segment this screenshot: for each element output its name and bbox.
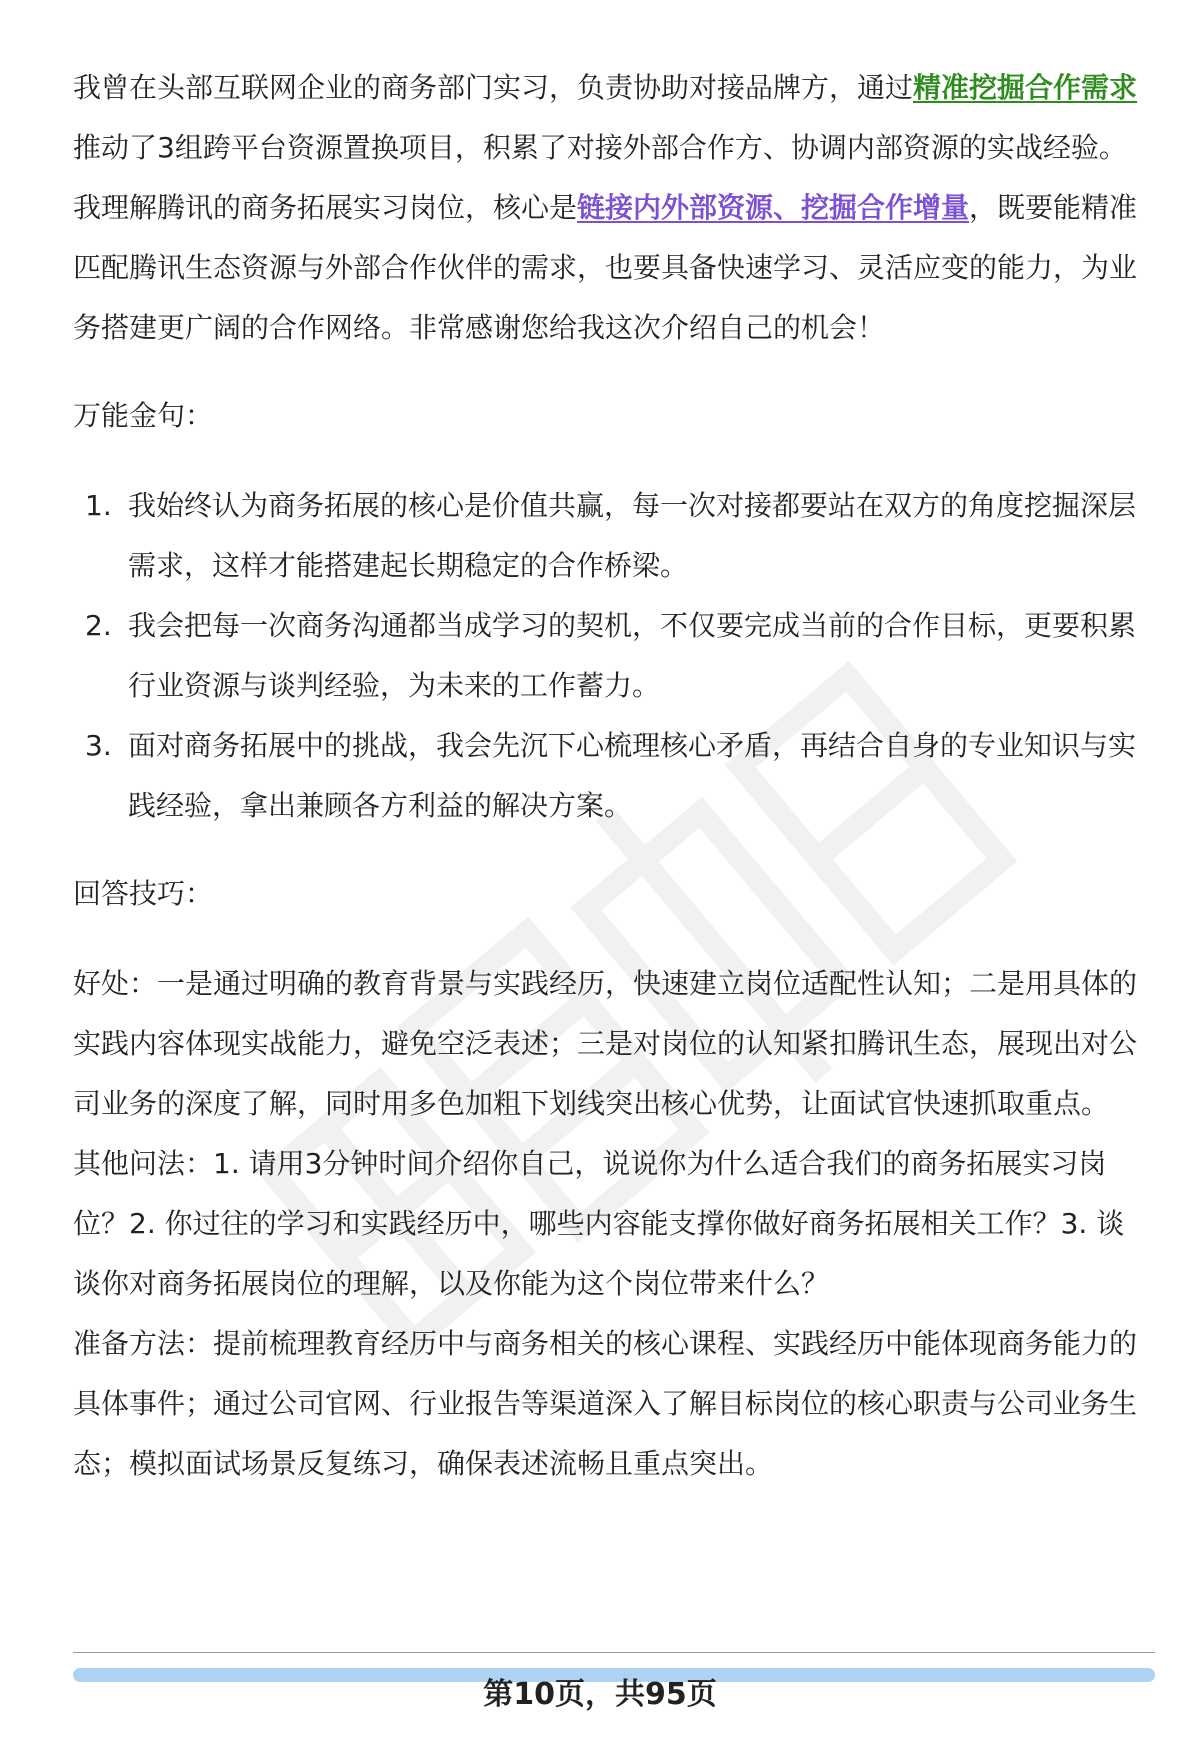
benefit-paragraph: 好处：一是通过明确的教育背景与实践经历，快速建立岗位适配性认知；二是用具体的实践内容体现实战能力，避免空泛表述；三是对岗位的认知紧扣腾讯生态，展现出对公司业务的深度了解，同时用多色加粗下划线突出核心优势，让面试官快速抓取重点。 <box>73 967 1138 1120</box>
list-item-text: 面对商务拓展中的挑战，我会先沉下心梳理核心矛盾，再结合自身的专业知识与实践经验，拿出兼顾各方利益的解决方案。 <box>128 729 1137 822</box>
list-item <box>73 476 1145 596</box>
highlight-purple: 链接内外部资源、挖掘合作增量 <box>577 191 970 224</box>
intro-paragraph-2 <box>73 178 1145 358</box>
list-item-number: 2. <box>85 609 112 642</box>
answer-tips-heading: 回答技巧： <box>73 877 214 910</box>
highlight-green: 精准挖掘合作需求 <box>913 71 1138 104</box>
document-body <box>73 58 1145 1494</box>
list-item <box>73 716 1145 836</box>
intro-text-2b: ，既要能精准匹配腾讯生态资源与外部合作伙伴的需求，也要具备快速学习、灵活应变的能力，为业务搭建更广阔的合作网络。非常感谢您给我这次介绍自己的机会！ <box>73 191 1138 344</box>
list-item-text: 我始终认为商务拓展的核心是价值共赢，每一次对接都要站在双方的角度挖掘深层需求，这样才能搭建起长期稳定的合作桥梁。 <box>128 489 1137 582</box>
footer-divider <box>73 1652 1155 1653</box>
list-item-text: 我会把每一次商务沟通都当成学习的契机，不仅要完成当前的合作目标，更要积累行业资源与谈判经验，为未来的工作蓄力。 <box>128 609 1137 702</box>
golden-sentences-list <box>73 476 1145 836</box>
other-questions-paragraph: 其他问法：1. 请用3分钟时间介绍你自己，说说你为什么适合我们的商务拓展实习岗位？2. 你过往的学习和实践经历中，哪些内容能支撑你做好商务拓展相关工作？3. 谈谈你对商务拓展岗位的理解，以及你能为这个岗位带来什么？ <box>73 1147 1125 1300</box>
preparation-paragraph: 准备方法：提前梳理教育经历中与商务相关的核心课程、实践经历中能体现商务能力的具体事件；通过公司官网、行业报告等渠道深入了解目标岗位的核心职责与公司业务生态；模拟面试场景反复练习，确保表述流畅且重点突出。 <box>73 1327 1138 1480</box>
golden-sentences-heading: 万能金句： <box>73 399 214 432</box>
intro-text-1a: 我曾在头部互联网企业的商务部门实习，负责协助对接品牌方，通过 <box>73 71 914 104</box>
intro-text-1b: 推动了3组跨平台资源置换项目，积累了对接外部合作方、协调内部资源的实战经验。 <box>73 131 1127 164</box>
intro-paragraph-1 <box>73 58 1145 178</box>
list-item-number: 3. <box>85 729 112 762</box>
intro-text-2a: 我理解腾讯的商务拓展实习岗位，核心是 <box>73 191 578 224</box>
list-item-number: 1. <box>85 489 112 522</box>
list-item <box>73 596 1145 716</box>
page-number: 第10页，共95页 <box>483 1677 717 1712</box>
